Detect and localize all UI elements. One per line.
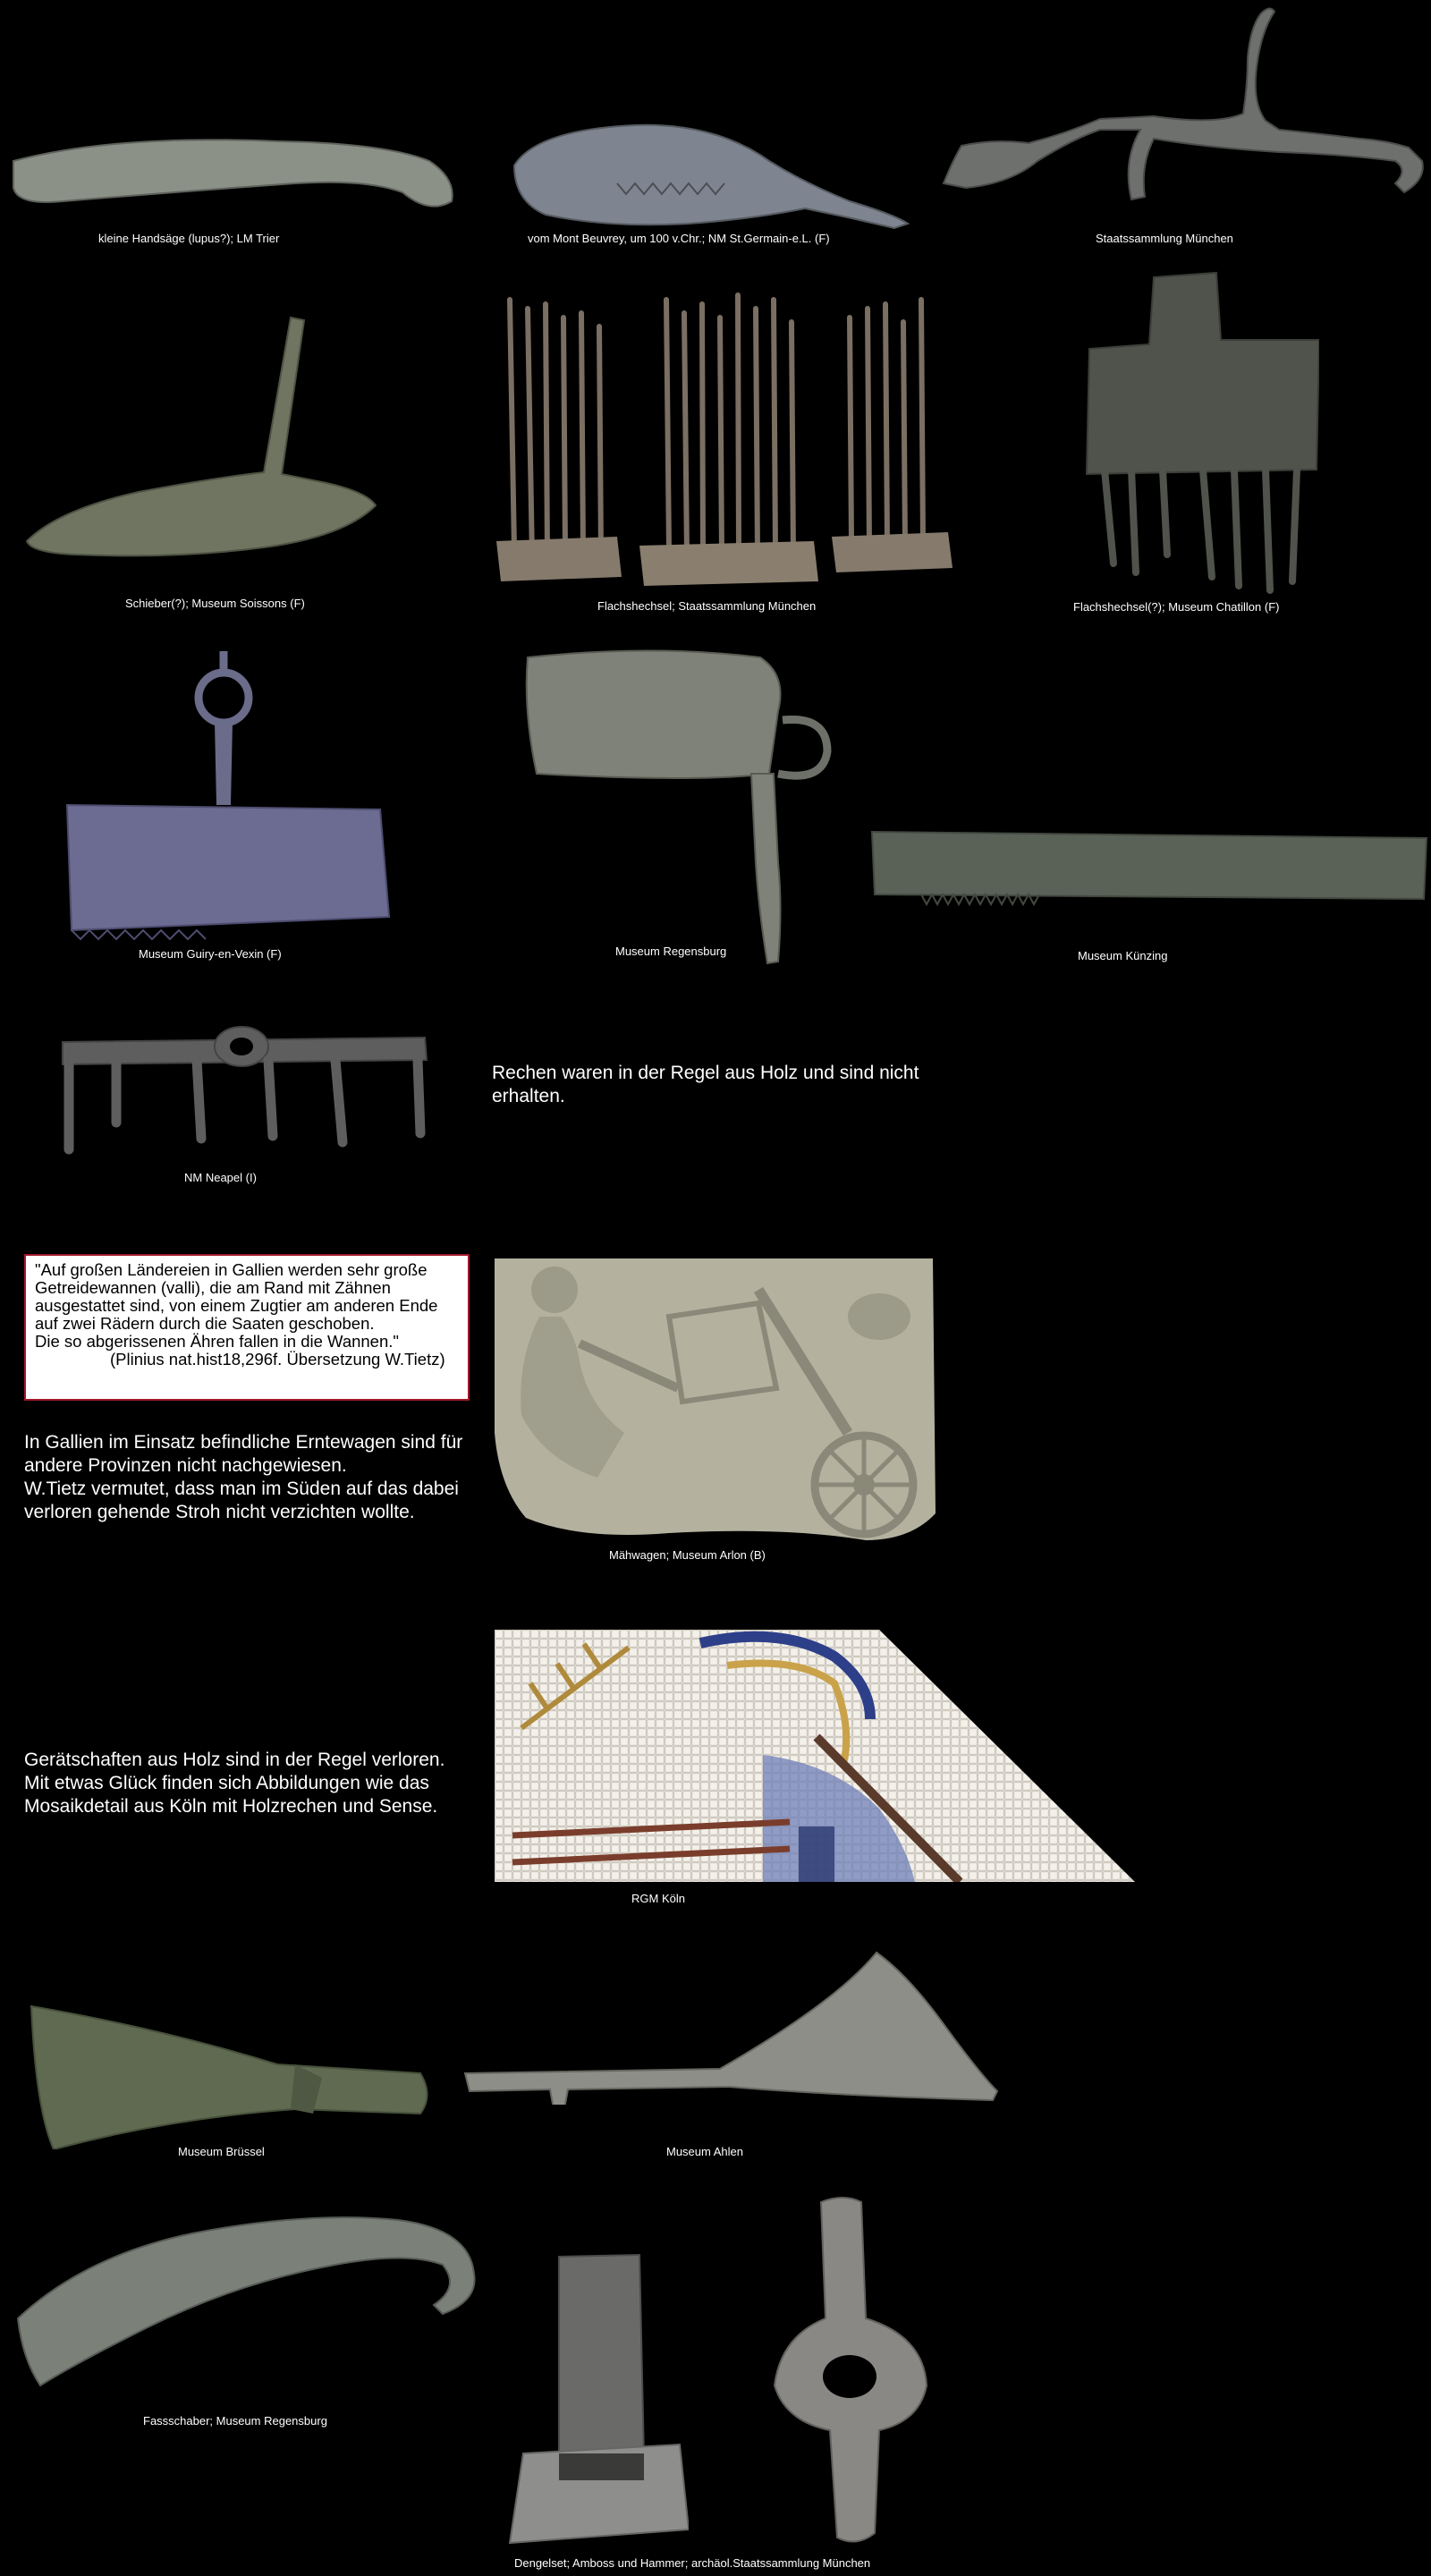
fassschaber-image (13, 2202, 478, 2390)
hammer-image (767, 2193, 930, 2547)
caption-neapel: NM Neapel (I) (184, 1171, 257, 1184)
holz-text: Gerätschaften aus Holz sind in der Regel verloren. Mit etwas Glück finden sich Abbildungen wie das Mosaikdetail aus Köln mit Holzrechen und Sense. (24, 1750, 445, 1817)
caption-koeln: RGM Köln (631, 1892, 685, 1905)
quote-line: "Auf großen Ländereien in Gallien werden sehr große (35, 1260, 428, 1279)
cologne-mosaic-image (495, 1630, 1135, 1882)
anvil-image (505, 2252, 689, 2547)
regensburg-blade-image (519, 640, 836, 970)
harvest-cart-relief-image (490, 1254, 937, 1545)
rake-head-image (58, 1024, 434, 1167)
comb-tool-image (1082, 268, 1319, 604)
rechen-text: Rechen waren in der Regel aus Holz und sind nicht erhalten. (492, 1063, 919, 1106)
guiry-tool-image (63, 644, 394, 944)
hand-saw-image (9, 107, 456, 224)
quote-line: ausgestattet sind, von einem Zugtier am anderen Ende (35, 1296, 438, 1315)
saw-mont-beuvrey-image (510, 112, 912, 233)
caption-flax-hackle: Flachshechsel; Staatssammlung München (597, 599, 817, 613)
caption-bruessel: Museum Brüssel (178, 2145, 265, 2158)
caption-dengelset: Dengelset; Amboss und Hammer; archäol.Staatssammlung München (514, 2556, 871, 2570)
caption-schieber: Schieber(?); Museum Soissons (F) (125, 597, 305, 610)
pliny-quote-box (24, 1254, 470, 1401)
flax-hackle-image (492, 282, 957, 590)
caption-arlon: Mähwagen; Museum Arlon (B) (609, 1548, 766, 1562)
ahlen-tool-image (461, 1948, 1002, 2105)
hooked-tool-image (939, 4, 1427, 219)
erntewagen-text: In Gallien im Einsatz befindliche Erntewagen sind für andere Provinzen nicht nachgewiesen. W.Tietz vermutet, dass man im Süden auf das dabei verloren gehende Stroh nicht verzichten wollte. (24, 1432, 463, 1522)
quote-line: Die so abgerissenen Ähren fallen in die Wannen." (35, 1332, 399, 1351)
quote-line: auf zwei Rädern durch die Saaten geschoben. (35, 1314, 375, 1333)
caption-kuenzing: Museum Künzing (1078, 949, 1168, 962)
caption-fassschaber: Fassschaber; Museum Regensburg (143, 2414, 327, 2428)
caption-hand-saw: kleine Handsäge (lupus?); LM Trier (98, 232, 280, 245)
caption-saw-mont-beuvrey: vom Mont Beuvrey, um 100 v.Chr.; NM St.Germain-e.L. (F) (528, 232, 830, 245)
bruessel-tool-image (27, 2002, 434, 2149)
caption-chatillon: Flachshechsel(?); Museum Chatillon (F) (1073, 600, 1280, 614)
kuenzing-saw-image (868, 827, 1431, 908)
caption-guiry: Museum Guiry-en-Vexin (F) (139, 947, 282, 961)
caption-regensburg: Museum Regensburg (615, 945, 727, 958)
quote-source: (Plinius nat.hist18,296f. Übersetzung W.Tietz) (110, 1350, 445, 1368)
quote-line: Getreidewannen (valli), die am Rand mit Zähnen (35, 1278, 391, 1297)
caption-ahlen: Museum Ahlen (666, 2145, 743, 2158)
caption-staatssammlung: Staatssammlung München (1096, 232, 1233, 245)
schieber-image (22, 313, 380, 572)
